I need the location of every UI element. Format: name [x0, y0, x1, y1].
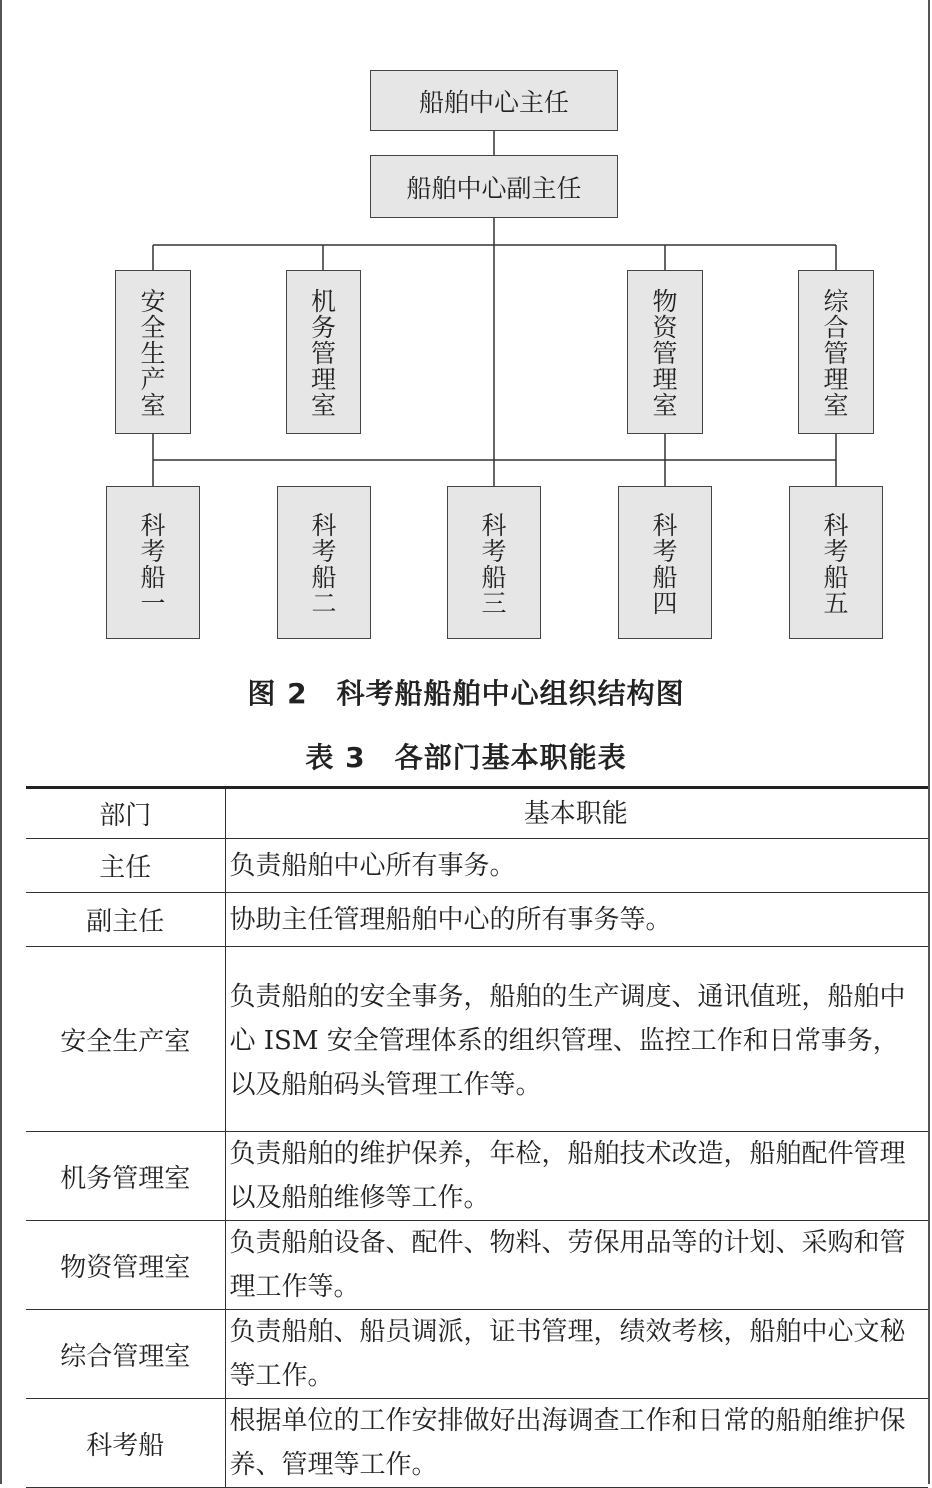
org-node-char: 考 — [140, 537, 166, 566]
org-node-char: 全 — [140, 313, 166, 342]
table-row — [26, 1310, 928, 1399]
functions-table — [26, 786, 928, 1488]
func-cell: 负责船舶、船员调派，证书管理，绩效考核，船舶中心文秘等工作。 — [225, 1310, 928, 1399]
org-node-office — [627, 270, 703, 434]
table-row — [26, 1399, 928, 1488]
org-node-ship — [789, 486, 883, 639]
org-node-char: 综 — [823, 287, 849, 316]
org-node-char: 三 — [481, 589, 507, 618]
org-node-office — [798, 270, 874, 434]
org-node-char: 考 — [311, 537, 337, 566]
org-node-deputy-director-label: 船舶中心副主任 — [406, 173, 582, 203]
org-node-ship — [447, 486, 541, 639]
dept-cell: 主任 — [26, 839, 225, 893]
table-row — [26, 1221, 928, 1310]
org-node-office — [286, 270, 361, 434]
org-node-director — [370, 70, 618, 131]
dept-cell: 科考船 — [26, 1399, 225, 1488]
func-cell: 协助主任管理船舶中心的所有事务等。 — [225, 893, 928, 947]
org-node-char: 室 — [823, 391, 849, 420]
org-node-char: 理 — [652, 365, 678, 394]
org-node-office — [115, 270, 191, 434]
func-cell: 负责船舶中心所有事务。 — [225, 839, 928, 893]
org-node-ship — [106, 486, 200, 639]
table-row — [26, 947, 928, 1132]
func-cell: 负责船舶的安全事务，船舶的生产调度、通讯值班，船舶中心 ISM 安全管理体系的组织管理、监控工作和日常事务，以及船舶码头管理工作等。 — [225, 947, 928, 1132]
org-node-char: 安 — [140, 287, 166, 316]
org-node-char: 科 — [140, 511, 166, 540]
dept-cell: 物资管理室 — [26, 1221, 225, 1310]
org-node-char: 物 — [652, 287, 678, 316]
org-node-char: 室 — [652, 391, 678, 420]
func-cell: 负责船舶的维护保养，年检，船舶技术改造，船舶配件管理以及船舶维修等工作。 — [225, 1132, 928, 1221]
func-cell: 负责船舶设备、配件、物料、劳保用品等的计划、采购和管理工作等。 — [225, 1221, 928, 1310]
func-cell: 根据单位的工作安排做好出海调查工作和日常的船舶维护保养、管理等工作。 — [225, 1399, 928, 1488]
org-node-char: 管 — [823, 339, 849, 368]
org-node-char: 理 — [823, 365, 849, 394]
table-row — [26, 1132, 928, 1221]
org-node-char: 五 — [823, 589, 849, 618]
org-node-char: 合 — [823, 313, 849, 342]
figure-caption: 图 2 科考船船舶中心组织结构图 — [247, 677, 685, 710]
dept-cell: 安全生产室 — [26, 947, 225, 1132]
table-caption: 表 3 各部门基本职能表 — [305, 741, 627, 774]
table-header-row — [26, 788, 928, 839]
org-node-char: 产 — [140, 365, 166, 394]
org-node-char: 科 — [823, 511, 849, 540]
dept-cell: 综合管理室 — [26, 1310, 225, 1399]
org-node-char: 船 — [481, 563, 507, 592]
org-node-char: 室 — [140, 391, 166, 420]
org-node-char: 科 — [481, 511, 507, 540]
org-node-char: 船 — [652, 563, 678, 592]
org-node-ship — [277, 486, 371, 639]
org-node-char: 科 — [311, 511, 337, 540]
org-node-char: 管 — [652, 339, 678, 368]
org-node-char: 务 — [310, 313, 336, 342]
org-node-char: 管 — [310, 339, 336, 368]
org-node-char: 船 — [140, 563, 166, 592]
org-node-char: 科 — [652, 511, 678, 540]
org-node-char: 生 — [140, 339, 166, 368]
org-node-deputy-director — [370, 155, 618, 218]
column-header-func: 基本职能 — [225, 788, 928, 839]
org-node-char: 船 — [823, 563, 849, 592]
org-node-char: 一 — [140, 589, 166, 618]
org-node-char: 考 — [823, 537, 849, 566]
org-node-char: 二 — [311, 589, 337, 618]
org-node-char: 四 — [652, 589, 678, 618]
org-node-char: 机 — [310, 287, 336, 316]
org-node-char: 资 — [652, 313, 678, 342]
org-node-ship — [618, 486, 712, 639]
org-node-char: 考 — [652, 537, 678, 566]
column-header-dept: 部门 — [26, 788, 225, 839]
org-node-char: 船 — [311, 563, 337, 592]
org-node-char: 室 — [310, 391, 336, 420]
org-node-director-label: 船舶中心主任 — [418, 87, 569, 117]
table-row — [26, 839, 928, 893]
dept-cell: 副主任 — [26, 893, 225, 947]
dept-cell: 机务管理室 — [26, 1132, 225, 1221]
org-node-char: 理 — [310, 365, 336, 394]
org-node-char: 考 — [481, 537, 507, 566]
table-row — [26, 893, 928, 947]
